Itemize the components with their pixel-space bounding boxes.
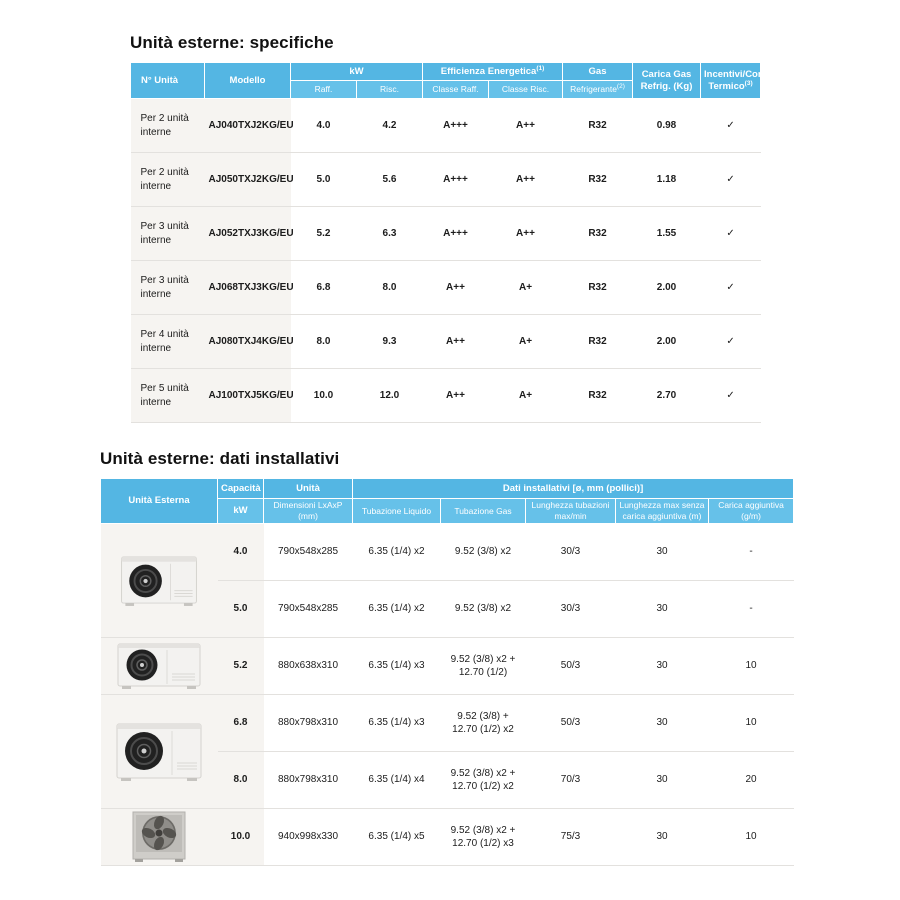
cell-kw-raff: 10.0: [291, 369, 357, 423]
cell-carica-aggiuntiva: -: [709, 581, 794, 638]
cell-carica: 2.00: [633, 315, 701, 369]
spec-table-row: [131, 153, 761, 207]
cell-kw-raff: 4.0: [291, 99, 357, 153]
cell-capacita: 8.0: [218, 752, 264, 809]
cell-n-unita: Per 4 unità interne: [131, 315, 205, 369]
cell-kw-risc: 8.0: [357, 261, 423, 315]
cell-lunghezza-max: 30: [616, 809, 709, 866]
col-header-kw: kW: [291, 63, 423, 81]
cell-carica: 2.70: [633, 369, 701, 423]
cell-classe-risc: A++: [489, 99, 563, 153]
col-header-classe-raff: Classe Raff.: [423, 81, 489, 99]
cell-classe-risc: A+: [489, 261, 563, 315]
cell-n-unita: Per 2 unità interne: [131, 99, 205, 153]
cell-n-unita: Per 3 unità interne: [131, 261, 205, 315]
cell-gas: R32: [563, 369, 633, 423]
cell-n-unita: Per 2 unità interne: [131, 153, 205, 207]
cell-modello: AJ068TXJ3KG/EU: [205, 261, 291, 315]
cell-carica: 1.55: [633, 207, 701, 261]
col-header-modello: Modello: [205, 63, 291, 99]
check-mark: ✓: [701, 207, 761, 261]
cell-dimensioni: 940x998x330: [264, 809, 353, 866]
col-header-risc: Risc.: [357, 81, 423, 99]
cell-carica-aggiuntiva: -: [709, 524, 794, 581]
cell-dimensioni: 880x798x310: [264, 752, 353, 809]
col-header-carica-aggiuntiva: Carica aggiuntiva (g/m): [709, 499, 794, 524]
cell-classe-raff: A++: [423, 315, 489, 369]
cell-modello: AJ080TXJ4KG/EU: [205, 315, 291, 369]
efficienza-label: Efficienza Energetica: [440, 65, 537, 77]
cell-tubazione-liquido: 6.35 (1/4) x3: [353, 695, 441, 752]
outdoor-unit-large-image: [107, 719, 211, 785]
cell-kw-risc: 9.3: [357, 315, 423, 369]
cell-carica-aggiuntiva: 20: [709, 752, 794, 809]
cell-carica-aggiuntiva: 10: [709, 695, 794, 752]
cell-lunghezza-tubazioni: 30/3: [526, 524, 616, 581]
spec-table-row: [131, 315, 761, 369]
cell-tubazione-gas: 9.52 (3/8) x2 + 12.70 (1/2) x3: [441, 809, 526, 866]
cell-lunghezza-tubazioni: 70/3: [526, 752, 616, 809]
cell-unit-image: [101, 809, 218, 866]
cell-capacita: 4.0: [218, 524, 264, 581]
cell-kw-risc: 12.0: [357, 369, 423, 423]
cell-classe-raff: A+++: [423, 207, 489, 261]
col-header-lunghezza-tubazioni: Lunghezza tubazioni max/min: [526, 499, 616, 524]
cell-lunghezza-max: 30: [616, 581, 709, 638]
install-table-row: [101, 638, 794, 695]
refrigerante-label: Refrigerante: [570, 84, 617, 95]
col-header-n-unita: N° Unità: [131, 63, 205, 99]
install-table-row: [101, 809, 794, 866]
install-table: [100, 478, 794, 866]
cell-carica: 0.98: [633, 99, 701, 153]
cell-classe-raff: A++: [423, 369, 489, 423]
col-header-classe-risc: Classe Risc.: [489, 81, 563, 99]
cell-kw-raff: 8.0: [291, 315, 357, 369]
spec-section: [130, 33, 773, 423]
col-header-incentivi: [701, 63, 773, 99]
cell-dimensioni: 790x548x285: [264, 581, 353, 638]
cell-kw-raff: 6.8: [291, 261, 357, 315]
cell-lunghezza-tubazioni: 50/3: [526, 638, 616, 695]
cell-carica: 2.00: [633, 261, 701, 315]
cell-n-unita: Per 3 unità interne: [131, 207, 205, 261]
check-mark: ✓: [701, 99, 761, 153]
cell-tubazione-liquido: 6.35 (1/4) x2: [353, 581, 441, 638]
cell-tubazione-liquido: 6.35 (1/4) x2: [353, 524, 441, 581]
incentivi-label: Incentivi/Conto Termico: [704, 68, 773, 92]
col-header-tubazione-liquido: Tubazione Liquido: [353, 499, 441, 524]
cell-capacita: 5.0: [218, 581, 264, 638]
cell-classe-raff: A+++: [423, 153, 489, 207]
cell-lunghezza-tubazioni: 75/3: [526, 809, 616, 866]
col-header-dimensioni: Dimensioni LxAxP (mm): [264, 499, 353, 524]
cell-dimensioni: 880x798x310: [264, 695, 353, 752]
cell-kw-risc: 5.6: [357, 153, 423, 207]
cell-tubazione-gas: 9.52 (3/8) x2 + 12.70 (1/2): [441, 638, 526, 695]
cell-modello: AJ050TXJ2KG/EU: [205, 153, 291, 207]
cell-kw-risc: 4.2: [357, 99, 423, 153]
spec-table-row: [131, 207, 761, 261]
col-header-carica-gas: Carica Gas Refrig. (Kg): [633, 63, 701, 99]
install-section-title: Unità esterne: dati installativi: [100, 449, 340, 468]
cell-tubazione-gas: 9.52 (3/8) x2: [441, 524, 526, 581]
cell-classe-risc: A++: [489, 153, 563, 207]
spec-table-row: [131, 261, 761, 315]
cell-lunghezza-max: 30: [616, 752, 709, 809]
cell-gas: R32: [563, 153, 633, 207]
install-table-row: [101, 524, 794, 581]
cell-tubazione-liquido: 6.35 (1/4) x4: [353, 752, 441, 809]
spec-table: [130, 62, 773, 423]
col-header-efficienza: [423, 63, 563, 81]
check-mark: ✓: [701, 261, 761, 315]
col-header-unita: Unità: [264, 479, 353, 499]
refrigerante-footnote: (2): [616, 83, 625, 91]
cell-unit-image: [101, 638, 218, 695]
cell-n-unita: Per 5 unità interne: [131, 369, 205, 423]
cell-classe-raff: A+++: [423, 99, 489, 153]
col-header-refrigerante: [563, 81, 633, 99]
cell-dimensioni: 790x548x285: [264, 524, 353, 581]
cell-classe-risc: A+: [489, 315, 563, 369]
cell-unit-image: [101, 695, 218, 809]
incentivi-footnote: (3): [744, 79, 753, 87]
cell-lunghezza-max: 30: [616, 695, 709, 752]
cell-carica: 1.18: [633, 153, 701, 207]
cell-kw-risc: 6.3: [357, 207, 423, 261]
efficienza-footnote: (1): [536, 64, 545, 72]
cell-carica-aggiuntiva: 10: [709, 638, 794, 695]
cell-gas: R32: [563, 99, 633, 153]
col-header-raff: Raff.: [291, 81, 357, 99]
cell-tubazione-liquido: 6.35 (1/4) x5: [353, 809, 441, 866]
outdoor-unit-medium-image: [109, 640, 209, 692]
install-table-row: [101, 695, 794, 752]
col-header-gas: Gas: [563, 63, 633, 81]
cell-classe-raff: A++: [423, 261, 489, 315]
cell-tubazione-liquido: 6.35 (1/4) x3: [353, 638, 441, 695]
cell-tubazione-gas: 9.52 (3/8) + 12.70 (1/2) x2: [441, 695, 526, 752]
col-header-tubazione-gas: Tubazione Gas: [441, 499, 526, 524]
spec-table-row: [131, 99, 761, 153]
cell-tubazione-gas: 9.52 (3/8) x2 + 12.70 (1/2) x2: [441, 752, 526, 809]
cell-gas: R32: [563, 207, 633, 261]
install-section: [100, 449, 793, 866]
cell-lunghezza-max: 30: [616, 524, 709, 581]
spec-section-title: Unità esterne: specifiche: [130, 33, 334, 52]
cell-lunghezza-max: 30: [616, 638, 709, 695]
col-header-capacita: Capacità: [218, 479, 264, 499]
cell-unit-image: [101, 524, 218, 638]
cell-carica-aggiuntiva: 10: [709, 809, 794, 866]
col-header-unita-esterna: Unità Esterna: [101, 479, 218, 524]
cell-gas: R32: [563, 261, 633, 315]
check-mark: ✓: [701, 315, 761, 369]
outdoor-unit-small-image: [111, 550, 207, 612]
cell-capacita: 5.2: [218, 638, 264, 695]
cell-modello: AJ052TXJ3KG/EU: [205, 207, 291, 261]
cell-lunghezza-tubazioni: 50/3: [526, 695, 616, 752]
cell-classe-risc: A++: [489, 207, 563, 261]
cell-lunghezza-tubazioni: 30/3: [526, 581, 616, 638]
cell-tubazione-gas: 9.52 (3/8) x2: [441, 581, 526, 638]
col-header-kw: kW: [218, 499, 264, 524]
check-mark: ✓: [701, 369, 761, 423]
cell-capacita: 10.0: [218, 809, 264, 866]
check-mark: ✓: [701, 153, 761, 207]
cell-capacita: 6.8: [218, 695, 264, 752]
cell-kw-raff: 5.0: [291, 153, 357, 207]
cell-modello: AJ100TXJ5KG/EU: [205, 369, 291, 423]
cell-classe-risc: A+: [489, 369, 563, 423]
cell-dimensioni: 880x638x310: [264, 638, 353, 695]
col-header-lunghezza-max: Lunghezza max senza carica aggiuntiva (m): [616, 499, 709, 524]
cell-modello: AJ040TXJ2KG/EU: [205, 99, 291, 153]
col-header-dati-installativi: Dati installativi [ø, mm (pollici)]: [353, 479, 794, 499]
spec-table-row: [131, 369, 761, 423]
cell-kw-raff: 5.2: [291, 207, 357, 261]
cell-gas: R32: [563, 315, 633, 369]
outdoor-unit-square-image: [122, 810, 196, 864]
